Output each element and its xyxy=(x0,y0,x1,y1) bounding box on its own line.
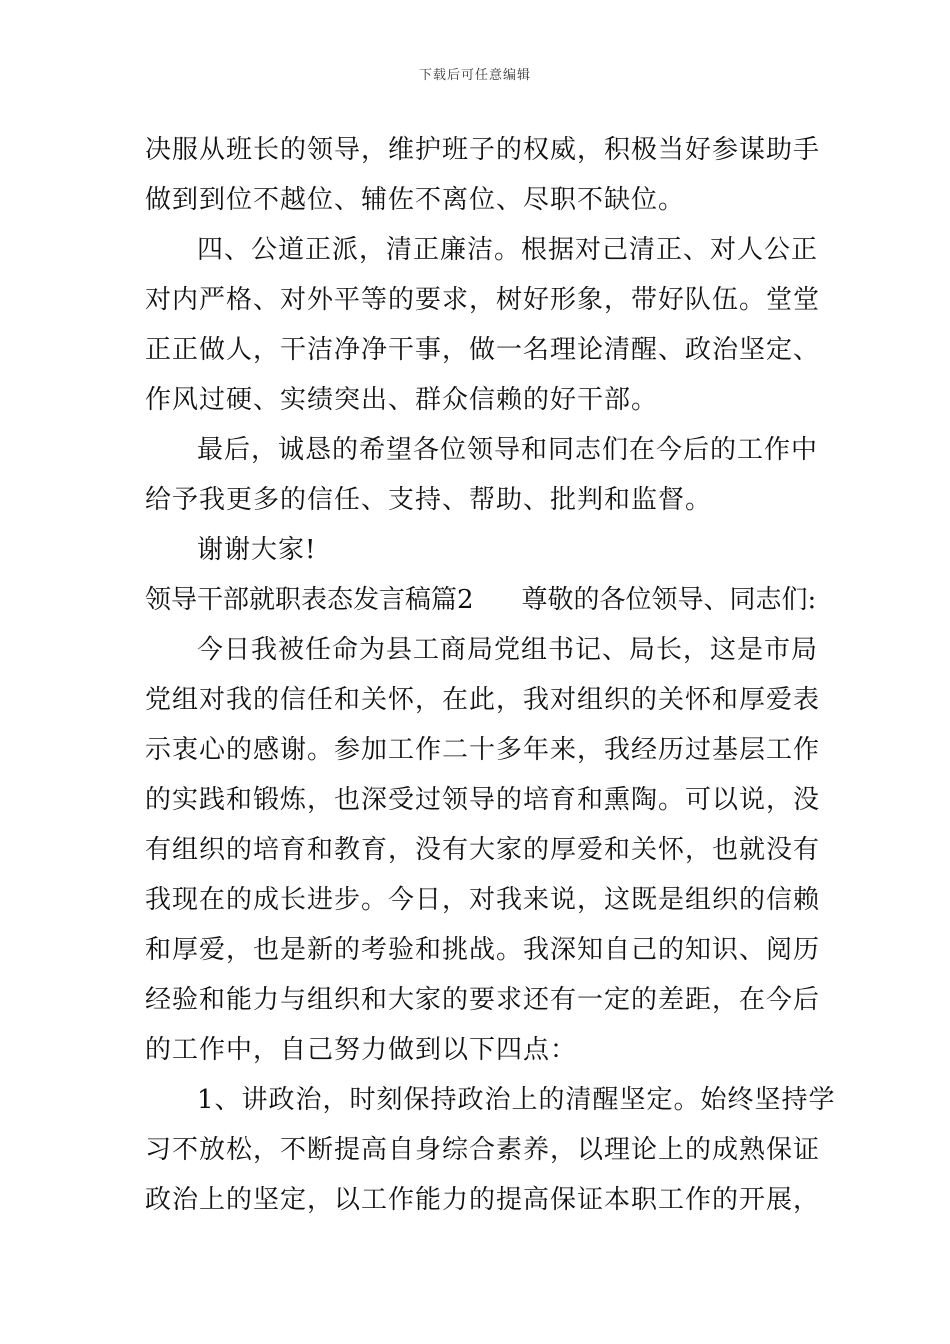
text-line: 示衷心的感谢。参加工作二十多年来，我经历过基层工作 xyxy=(145,735,821,765)
text-line: 作风过硬、实绩突出、群众信赖的好干部。 xyxy=(145,385,659,415)
paragraph-start: 四、公道正派，清正廉洁。根据对己清正、对人公正 xyxy=(197,235,819,265)
section-heading: 领导干部就职表态发言稿篇2 xyxy=(145,585,474,615)
page-header: 下载后可任意编辑 xyxy=(418,68,531,83)
text-line: 给予我更多的信任、支持、帮助、批判和监督。 xyxy=(145,485,713,515)
paragraph-start: 1、讲政治，时刻保持政治上的清醒坚定。始终坚持学 xyxy=(197,1085,836,1115)
text-line: 做到到位不越位、辅佐不离位、尽职不缺位。 xyxy=(145,185,686,215)
document-body xyxy=(145,125,836,1225)
closing-line: 谢谢大家! xyxy=(197,535,317,565)
section-title xyxy=(145,575,817,625)
text-line: 我现在的成长进步。今日，对我来说，这既是组织的信赖 xyxy=(145,885,821,915)
text-line: 政治上的坚定，以工作能力的提高保证本职工作的开展， xyxy=(145,1185,821,1215)
paragraph-start: 最后，诚恳的希望各位领导和同志们在今后的工作中 xyxy=(197,435,819,465)
text-line: 和厚爱，也是新的考验和挑战。我深知自己的知识、阅历 xyxy=(145,935,821,965)
text-line: 的工作中，自己努力做到以下四点： xyxy=(145,1035,578,1065)
text-line: 正正做人，干洁净净干事，做一名理论清醒、政治坚定、 xyxy=(145,335,821,365)
text-line: 决服从班长的领导，维护班子的权威，积极当好参谋助手 xyxy=(145,135,821,165)
text-line: 党组对我的信任和关怀，在此，我对组织的关怀和厚爱表 xyxy=(145,685,821,715)
text-line: 有组织的培育和教育，没有大家的厚爱和关怀，也就没有 xyxy=(145,835,821,865)
text-line: 对内严格、对外平等的要求，树好形象，带好队伍。堂堂 xyxy=(145,285,821,315)
salutation: 尊敬的各位领导、同志们: xyxy=(521,585,817,615)
text-line: 习不放松，不断提高自身综合素养，以理论上的成熟保证 xyxy=(145,1135,821,1165)
text-line: 经验和能力与组织和大家的要求还有一定的差距，在今后 xyxy=(145,985,821,1015)
paragraph-start: 今日我被任命为县工商局党组书记、局长，这是市局 xyxy=(197,635,819,665)
text-line: 的实践和锻炼，也深受过领导的培育和熏陶。可以说，没 xyxy=(145,785,821,815)
